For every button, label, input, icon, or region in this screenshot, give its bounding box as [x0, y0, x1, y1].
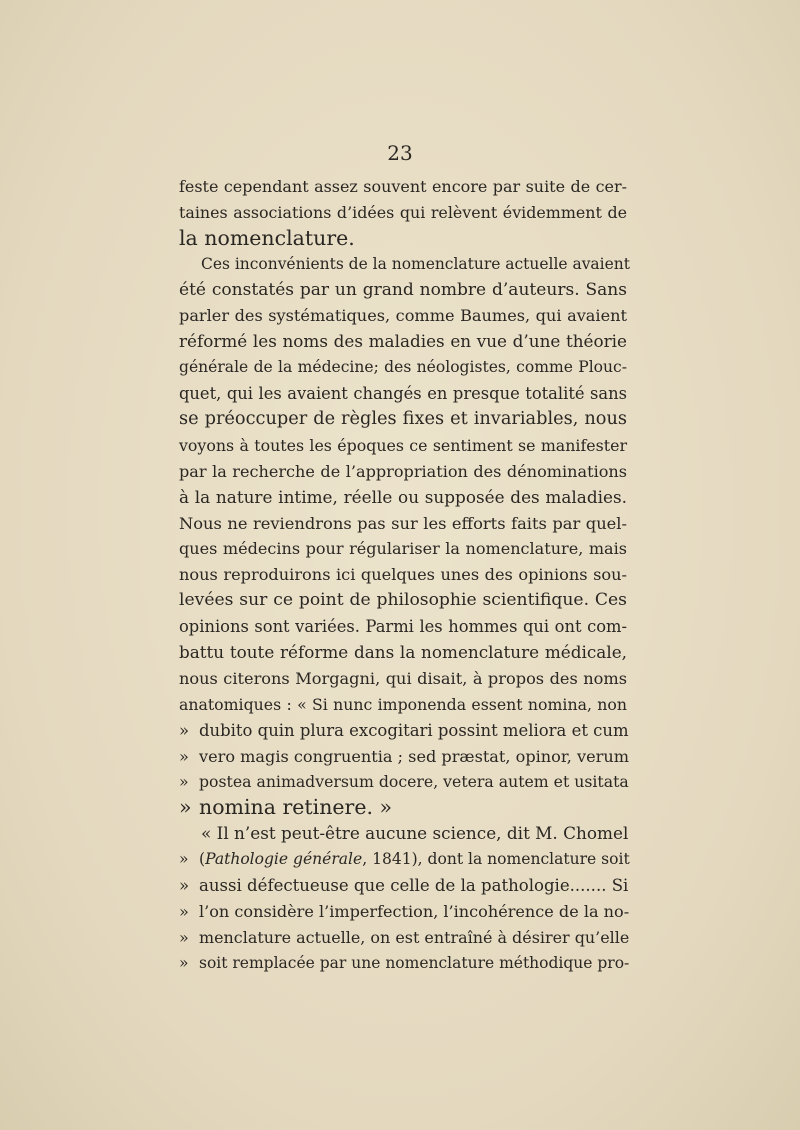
- quote-mark: »: [179, 876, 190, 896]
- text-segment: taines associations d’idées qui relèvent évidemment de: [179, 202, 627, 222]
- text-line: [179, 692, 627, 718]
- text-segment: anatomiques : « Si nunc imponenda essent nomina, non: [179, 694, 627, 714]
- text-line: [179, 303, 627, 329]
- text-line: [179, 873, 627, 899]
- text-segment: , 1841), dont la nomenclature soit: [362, 850, 630, 869]
- text-line: [179, 562, 627, 588]
- text-line: [179, 795, 627, 821]
- text-segment: postea animadversum docere, vetera autem et usitata: [199, 772, 629, 792]
- text-line: [179, 200, 627, 226]
- text-line: [179, 381, 627, 407]
- text-segment: dubito quin plura excogitari possint meliora et cum: [199, 720, 629, 740]
- text-line: [179, 355, 627, 381]
- text-line: [179, 614, 627, 640]
- quote-mark: »: [179, 772, 189, 792]
- text-line: [179, 226, 627, 252]
- text-segment: nous citerons Morgagni, qui disait, à propos des noms: [179, 668, 627, 688]
- text-segment: « Il n’est peut-être aucune science, dit M. Chomel: [201, 823, 629, 844]
- quote-mark: »: [179, 927, 189, 947]
- text-segment: ques médecins pour régulariser la nomenclature, mais: [179, 539, 627, 559]
- quote-mark: »: [179, 953, 189, 972]
- text-segment: voyons à toutes les époques ce sentiment se manifester: [179, 435, 627, 455]
- quote-mark: »: [179, 850, 189, 869]
- text-segment: aussi défectueuse que celle de la pathologie....... Si: [199, 876, 629, 896]
- text-segment: par la recherche de l’appropriation des dénominations: [179, 461, 627, 481]
- text-segment: soit remplacée par une nomenclature méthodique pro-: [199, 953, 630, 972]
- text-segment: à la nature intime, réelle ou supposée des maladies.: [179, 486, 627, 507]
- text-line: [179, 847, 630, 873]
- text-line: [179, 744, 630, 770]
- text-line: [179, 718, 627, 744]
- text-line: [179, 433, 627, 459]
- text-segment: quet, qui les avaient changés en presque totalité sans: [179, 384, 627, 404]
- text-segment: battu toute réforme dans la nomenclature médicale,: [179, 642, 627, 663]
- text-line: [179, 252, 630, 278]
- text-line: [179, 511, 627, 537]
- body-text: [179, 174, 630, 977]
- text-segment: réformé les noms des maladies en vue d’une théorie: [179, 331, 627, 352]
- text-line: [179, 174, 627, 200]
- text-segment: levées sur ce point de philosophie scientifique. Ces: [179, 590, 627, 611]
- quote-mark: »: [179, 746, 189, 766]
- text-line: [179, 407, 627, 433]
- text-segment: opinions sont variées. Parmi les hommes qui ont com-: [179, 617, 627, 637]
- text-segment: menclature actuelle, on est entraîné à désirer qu’elle: [199, 927, 630, 947]
- text-segment: nomina retinere. »: [199, 795, 393, 820]
- quote-mark: »: [179, 720, 190, 740]
- text-segment: la nomenclature.: [179, 225, 355, 250]
- text-segment: se préoccuper de règles fixes et invariables, nous: [179, 409, 627, 430]
- text-line: [179, 951, 630, 977]
- text-segment: nous reproduirons ici quelques unes des opinions sou-: [179, 565, 627, 585]
- quote-mark: »: [179, 795, 192, 820]
- text-line: [179, 459, 627, 485]
- text-segment: Nous ne reviendrons pas sur les efforts faits par quel-: [179, 513, 627, 533]
- text-line: [179, 485, 627, 511]
- text-segment: générale de la médecine; des néologistes, comme Plouc-: [179, 358, 627, 377]
- text-line: [179, 899, 630, 925]
- text-line: [179, 925, 630, 951]
- text-segment: (: [199, 850, 206, 869]
- text-line: [179, 278, 627, 304]
- text-line: [179, 329, 627, 355]
- text-line: [179, 588, 627, 614]
- text-line: [179, 536, 627, 562]
- text-line: [179, 640, 627, 666]
- text-segment: feste cependant assez souvent encore par suite de cer-: [179, 177, 627, 196]
- text-segment: parler des systématiques, comme Baumes, qui avaient: [179, 306, 627, 326]
- text-segment: vero magis congruentia ; sed præstat, opinor, verum: [199, 746, 630, 766]
- text-segment: Ces inconvénients de la nomenclature actuelle avaient: [201, 254, 630, 273]
- italic-title: Pathologie générale: [205, 850, 363, 869]
- text-line: [179, 821, 627, 847]
- text-segment: été constatés par un grand nombre d’auteurs. Sans: [179, 279, 627, 300]
- text-line: [179, 769, 627, 795]
- page-number: 23: [387, 141, 413, 165]
- text-line: [179, 666, 627, 692]
- text-segment: l’on considère l’imperfection, l’incohérence de la no-: [199, 901, 630, 921]
- quote-mark: »: [179, 901, 189, 921]
